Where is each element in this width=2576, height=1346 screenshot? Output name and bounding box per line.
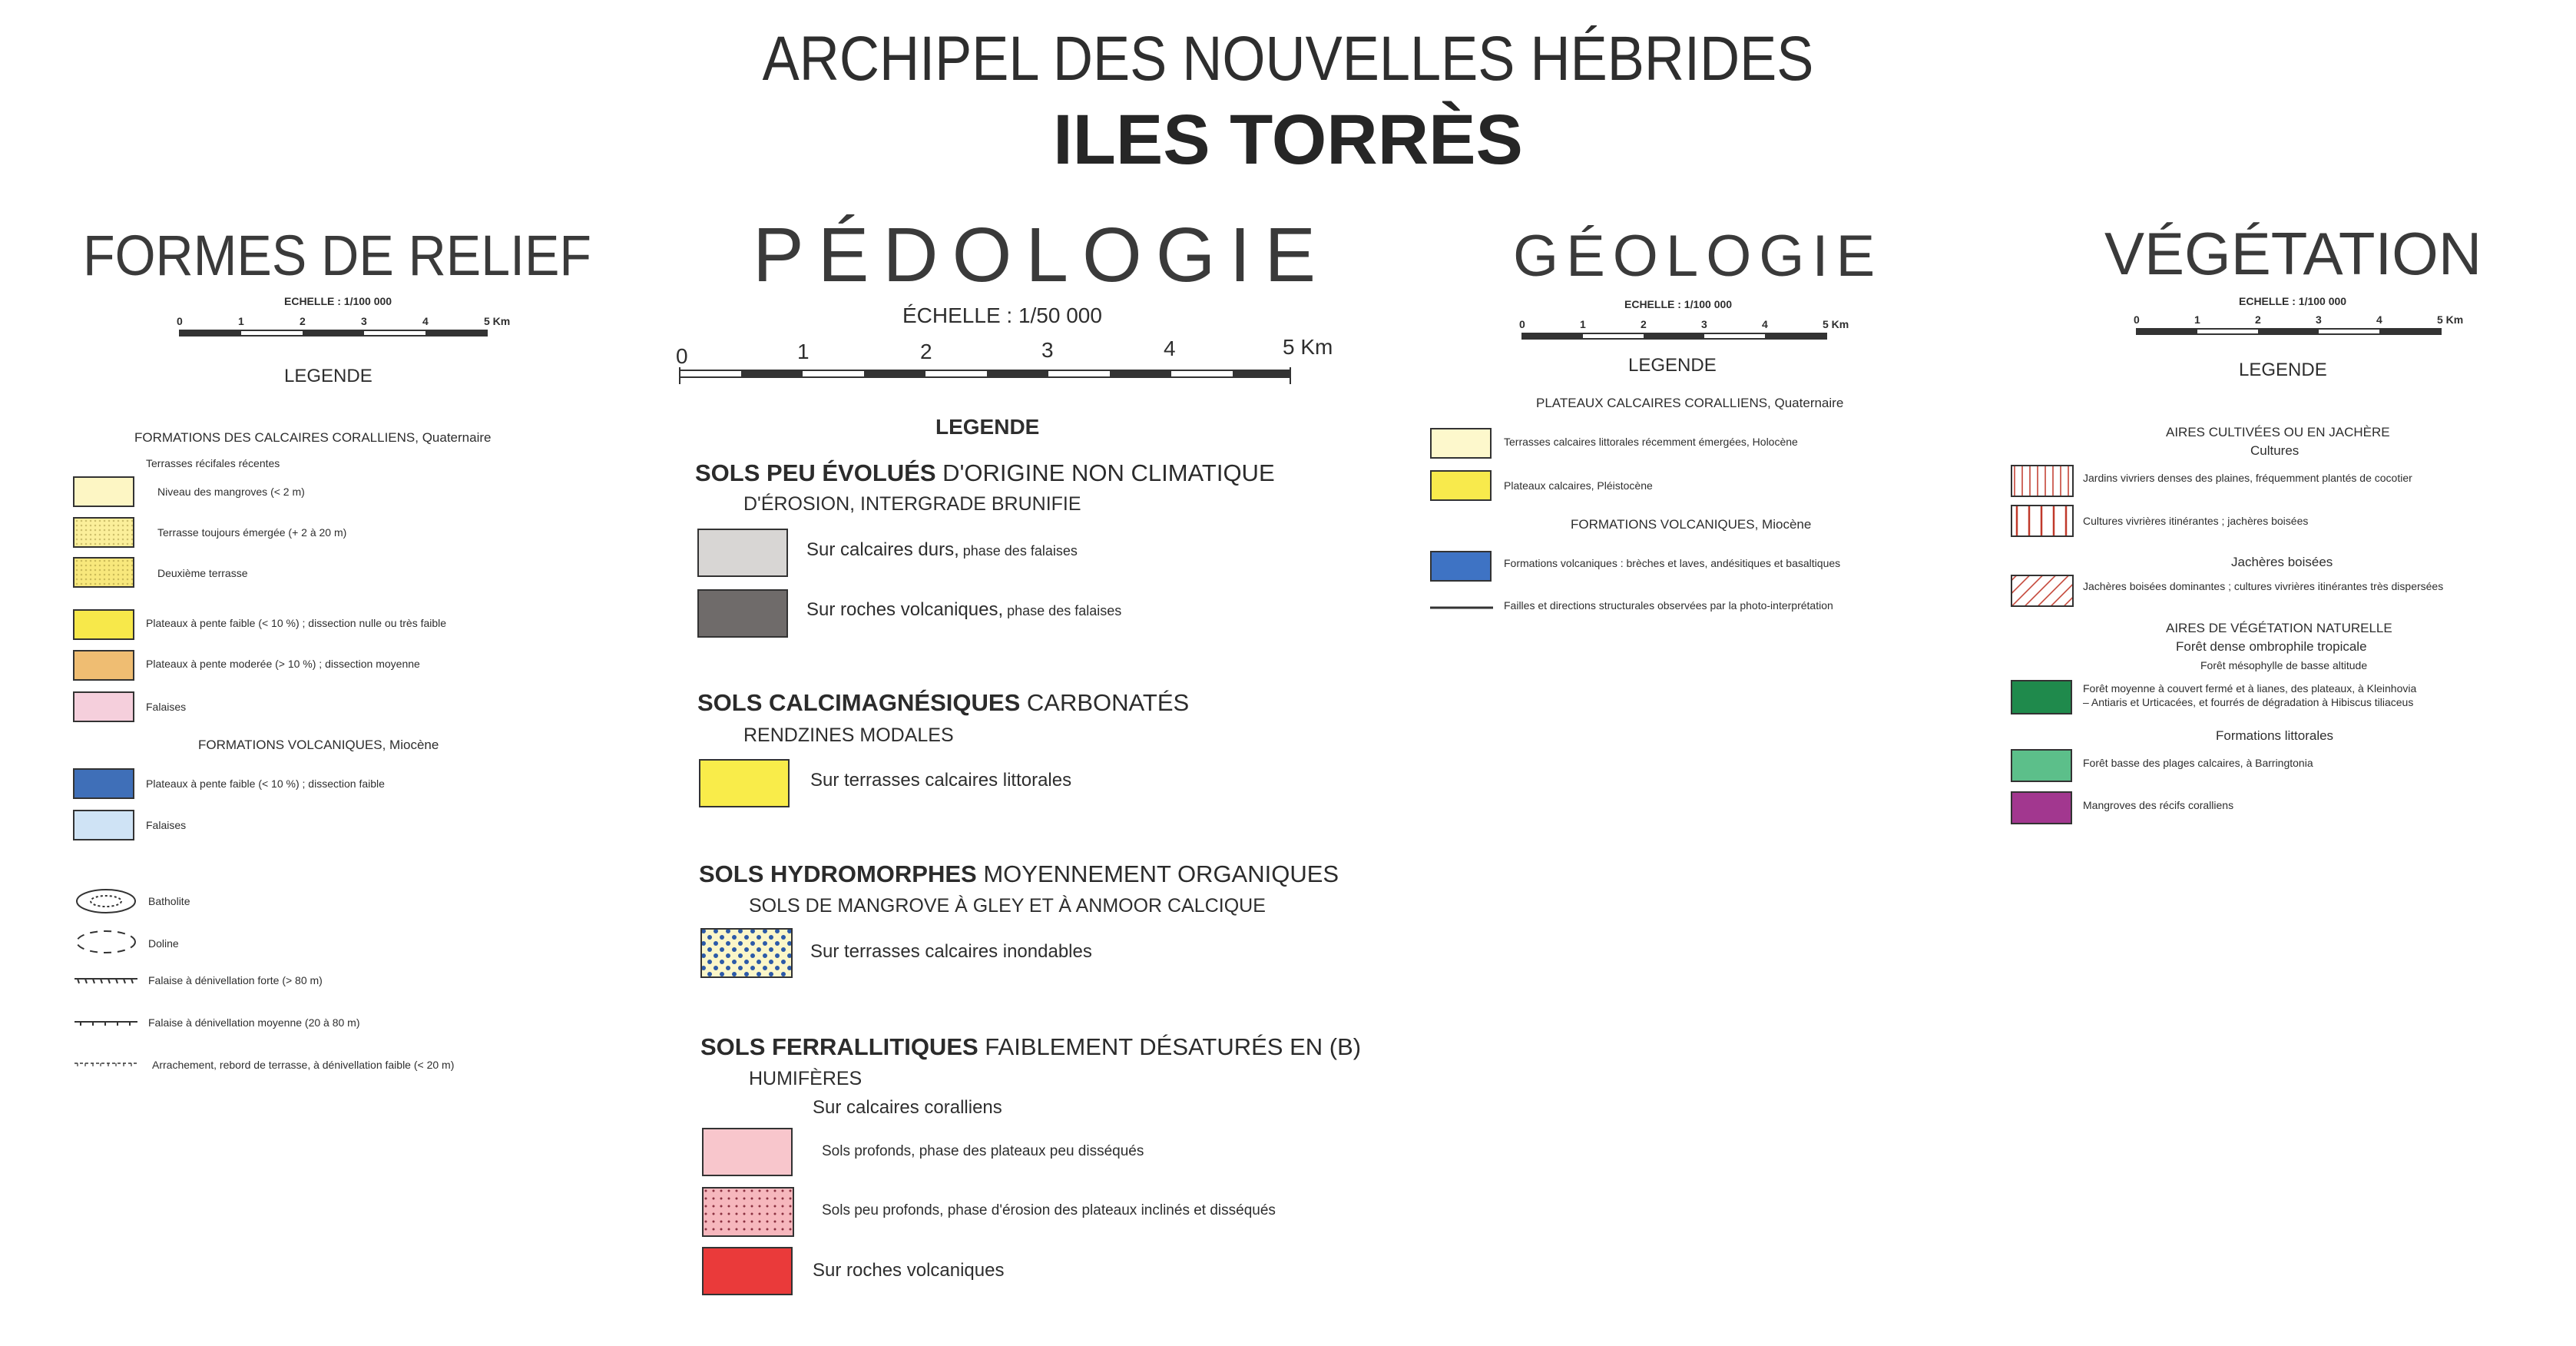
geologie-title: GÉOLOGIE: [1513, 224, 1883, 289]
swatch-sols-profonds: [702, 1128, 793, 1176]
swatch-sols-peu-profonds: [702, 1187, 794, 1237]
pedo-group-heading: SOLS CALCIMAGNÉSIQUES CARBONATÉS: [697, 689, 1190, 716]
legend-item: – Antiaris et Urticacées, et fourrés de dégradation à Hibiscus tiliaceus: [2083, 696, 2414, 708]
swatch-volcanic-plateaux: [73, 768, 134, 799]
scale-tick: 3: [361, 315, 367, 327]
doline-icon: [74, 928, 137, 956]
swatch-plateaux-moderee: [73, 650, 134, 681]
pedo-group-sub: RENDZINES MODALES: [743, 724, 954, 746]
pedologie-scale-caption: ÉCHELLE : 1/50 000: [902, 303, 1102, 327]
pedo-group-sub: D'ÉROSION, INTERGRADE BRUNIFIE: [743, 493, 1081, 515]
scale-tick: 1: [2194, 313, 2200, 326]
cliff-medium-icon: [74, 1019, 137, 1029]
relief-title: FORMES DE RELIEF: [83, 224, 591, 287]
scale-tick: 5 Km: [2437, 313, 2464, 326]
symbol-label: Falaise à dénivellation moyenne (20 à 80 m): [148, 1016, 360, 1029]
pedo-group-sub: HUMIFÈRES: [749, 1068, 863, 1089]
legend-item: Deuxième terrasse: [157, 567, 248, 579]
symbol-label: Arrachement, rebord de terrasse, à dénivellation faible (< 20 m): [152, 1059, 455, 1071]
scale-tick: 0: [177, 315, 183, 327]
swatch-formations-volcaniques: [1430, 551, 1492, 582]
symbol-label: Batholite: [148, 895, 190, 907]
relief-section-calcaires: FORMATIONS DES CALCAIRES CORALLIENS, Quaternaire: [134, 430, 492, 445]
vegetation-section-littorales: Formations littorales: [2216, 728, 2334, 743]
swatch-terrasses-littorales: [699, 759, 790, 807]
relief-legend-label: LEGENDE: [284, 366, 372, 386]
legend-item: Plateaux à pente faible (< 10 %) ; dissection faible: [146, 777, 385, 790]
legend-item: Forêt moyenne à couvert fermé et à lianes, des plateaux, à Kleinhovia: [2083, 682, 2417, 695]
legend-item: Plateaux à pente faible (< 10 %) ; dissection nulle ou très faible: [146, 617, 447, 629]
scarp-icon: [74, 1060, 137, 1069]
swatch-foret-moyenne: [2011, 680, 2072, 714]
cliff-strong-icon: [74, 976, 137, 986]
scale-bar-graphic: [680, 367, 1290, 386]
scale-tick: 4: [1762, 318, 1768, 330]
relief-scale-caption: ECHELLE : 1/100 000: [284, 295, 392, 307]
vegetation-legend-label: LEGENDE: [2239, 360, 2327, 380]
legend-item: Niveau des mangroves (< 2 m): [157, 486, 305, 498]
pedologie-legend-label: LEGENDE: [935, 415, 1040, 439]
legend-item: Sur calcaires durs, phase des falaises: [806, 539, 1078, 560]
vegetation-title: VÉGÉTATION: [2104, 220, 2482, 287]
fault-line-icon: [1430, 605, 1493, 610]
swatch-jardins-vivriers: [2011, 465, 2074, 497]
legend-item: Sur roches volcaniques: [813, 1260, 1005, 1281]
pedo-group-sub: SOLS DE MANGROVE À GLEY ET À ANMOOR CALCIQUE: [749, 895, 1266, 917]
swatch-terrasse-emergee: [73, 517, 134, 548]
map-title: ARCHIPEL DES NOUVELLES HÉBRIDES: [762, 24, 1814, 94]
swatch-mangroves-level: [73, 476, 134, 507]
legend-item: Falaises: [146, 819, 187, 831]
symbol-label: Doline: [148, 937, 179, 950]
legend-item: Mangroves des récifs coralliens: [2083, 799, 2234, 811]
legend-item: Sur roches volcaniques, phase des falaises: [806, 599, 1122, 620]
scale-bar-graphic: [180, 329, 487, 338]
swatch-roches-volcaniques-falaises: [697, 589, 788, 638]
scale-tick: 2: [920, 340, 932, 363]
scale-bar-graphic: [2137, 327, 2441, 336]
legend-item: Sur terrasses calcaires littorales: [810, 770, 1072, 791]
vegetation-section-jacheres: Jachères boisées: [2231, 555, 2333, 569]
legend-item: Falaises: [146, 701, 187, 713]
scale-bar-graphic: [1522, 332, 1826, 341]
swatch-jacheres-boisees: [2011, 575, 2074, 607]
scale-tick: 4: [1164, 336, 1176, 360]
swatch-terrasses-holocene: [1430, 428, 1492, 459]
geologie-legend-label: LEGENDE: [1628, 355, 1717, 376]
scale-tick: 0: [2134, 313, 2140, 326]
swatch-plateaux-pleistocene: [1430, 470, 1492, 501]
swatch-ferrallitiques-volcaniques: [702, 1247, 793, 1295]
pedo-group-heading: SOLS FERRALLITIQUES FAIBLEMENT DÉSATURÉS EN (B): [700, 1033, 1362, 1060]
scale-tick: 3: [2316, 313, 2322, 326]
pedo-group-heading: SOLS HYDROMORPHES MOYENNEMENT ORGANIQUES: [699, 860, 1339, 887]
vegetation-section-cultivees: AIRES CULTIVÉES OU EN JACHÈRE: [2166, 425, 2390, 439]
legend-item: Plateaux à pente moderée (> 10 %) ; dissection moyenne: [146, 658, 420, 670]
scale-tick: 2: [2255, 313, 2261, 326]
legend-item: Formations volcaniques : brèches et laves, andésitiques et basaltiques: [1504, 557, 1841, 569]
legend-item: Sols peu profonds, phase d'érosion des plateaux inclinés et disséqués: [822, 1202, 1276, 1218]
scale-tick: 0: [676, 344, 688, 368]
pedo-group-heading: SOLS PEU ÉVOLUÉS D'ORIGINE NON CLIMATIQUE: [695, 459, 1275, 486]
scale-tick: 2: [300, 315, 306, 327]
legend-item: Terrasse toujours émergée (+ 2 à 20 m): [157, 526, 347, 539]
swatch-calcaires-durs: [697, 529, 788, 577]
geologie-section-volcaniques: FORMATIONS VOLCANIQUES, Miocène: [1571, 517, 1812, 532]
batholite-icon: [74, 887, 137, 915]
geologie-scale-caption: ECHELLE : 1/100 000: [1624, 298, 1733, 310]
legend-item: Forêt basse des plages calcaires, à Barringtonia: [2083, 757, 2313, 769]
scale-tick: 3: [1041, 338, 1054, 362]
scale-tick: 5 Km: [1823, 318, 1849, 330]
map-subtitle: ILES TORRÈS: [1053, 101, 1523, 179]
swatch-foret-basse: [2011, 749, 2072, 782]
pedo-group-sub2: Sur calcaires coralliens: [813, 1097, 1002, 1118]
relief-section-sub: Terrasses récifales récentes: [146, 457, 280, 469]
vegetation-section-sub: Forêt dense ombrophile tropicale: [2176, 639, 2367, 654]
vegetation-section-sub: Cultures: [2250, 443, 2300, 458]
scale-tick: 1: [797, 340, 810, 363]
symbol-label: Falaise à dénivellation forte (> 80 m): [148, 974, 323, 986]
scale-tick: 5 Km: [1283, 335, 1333, 359]
legend-item: Jachères boisées dominantes ; cultures vivrières itinérantes très dispersées: [2083, 580, 2444, 592]
vegetation-scale-caption: ECHELLE : 1/100 000: [2239, 295, 2347, 307]
scale-tick: 4: [422, 315, 429, 327]
legend-item: Jardins vivriers denses des plaines, fréquemment plantés de cocotier: [2083, 472, 2412, 484]
swatch-volcanic-falaises: [73, 810, 134, 840]
scale-tick: 3: [1701, 318, 1707, 330]
swatch-terrasses-inondables: [700, 928, 793, 978]
vegetation-section-sub2: Forêt mésophylle de basse altitude: [2200, 659, 2368, 671]
scale-tick: 1: [238, 315, 244, 327]
scale-tick: 4: [2376, 313, 2382, 326]
swatch-mangroves-recifs: [2011, 791, 2072, 824]
legend-item: Cultures vivrières itinérantes ; jachères boisées: [2083, 515, 2309, 527]
scale-tick: 5 Km: [484, 315, 511, 327]
relief-section-volcaniques: FORMATIONS VOLCANIQUES, Miocène: [198, 738, 439, 752]
scale-tick: 1: [1580, 318, 1586, 330]
geologie-section-calcaires: PLATEAUX CALCAIRES CORALLIENS, Quaternaire: [1536, 396, 1844, 410]
legend-item: Terrasses calcaires littorales récemment émergées, Holocène: [1504, 436, 1798, 448]
legend-item: Sur terrasses calcaires inondables: [810, 941, 1092, 962]
legend-item: Plateaux calcaires, Pléistocène: [1504, 479, 1653, 492]
swatch-deuxieme-terrasse: [73, 557, 134, 588]
legend-item: Sols profonds, phase des plateaux peu disséqués: [822, 1143, 1144, 1159]
swatch-cultures-itinerantes: [2011, 505, 2074, 537]
swatch-plateaux-faible: [73, 609, 134, 640]
vegetation-section-naturelle: AIRES DE VÉGÉTATION NATURELLE: [2166, 621, 2392, 635]
scale-tick: 0: [1519, 318, 1525, 330]
pedologie-title: PÉDOLOGIE: [753, 212, 1330, 298]
scale-tick: 2: [1641, 318, 1647, 330]
swatch-falaises-calcaires: [73, 691, 134, 722]
legend-item: Failles et directions structurales observées par la photo-interprétation: [1504, 599, 1833, 612]
